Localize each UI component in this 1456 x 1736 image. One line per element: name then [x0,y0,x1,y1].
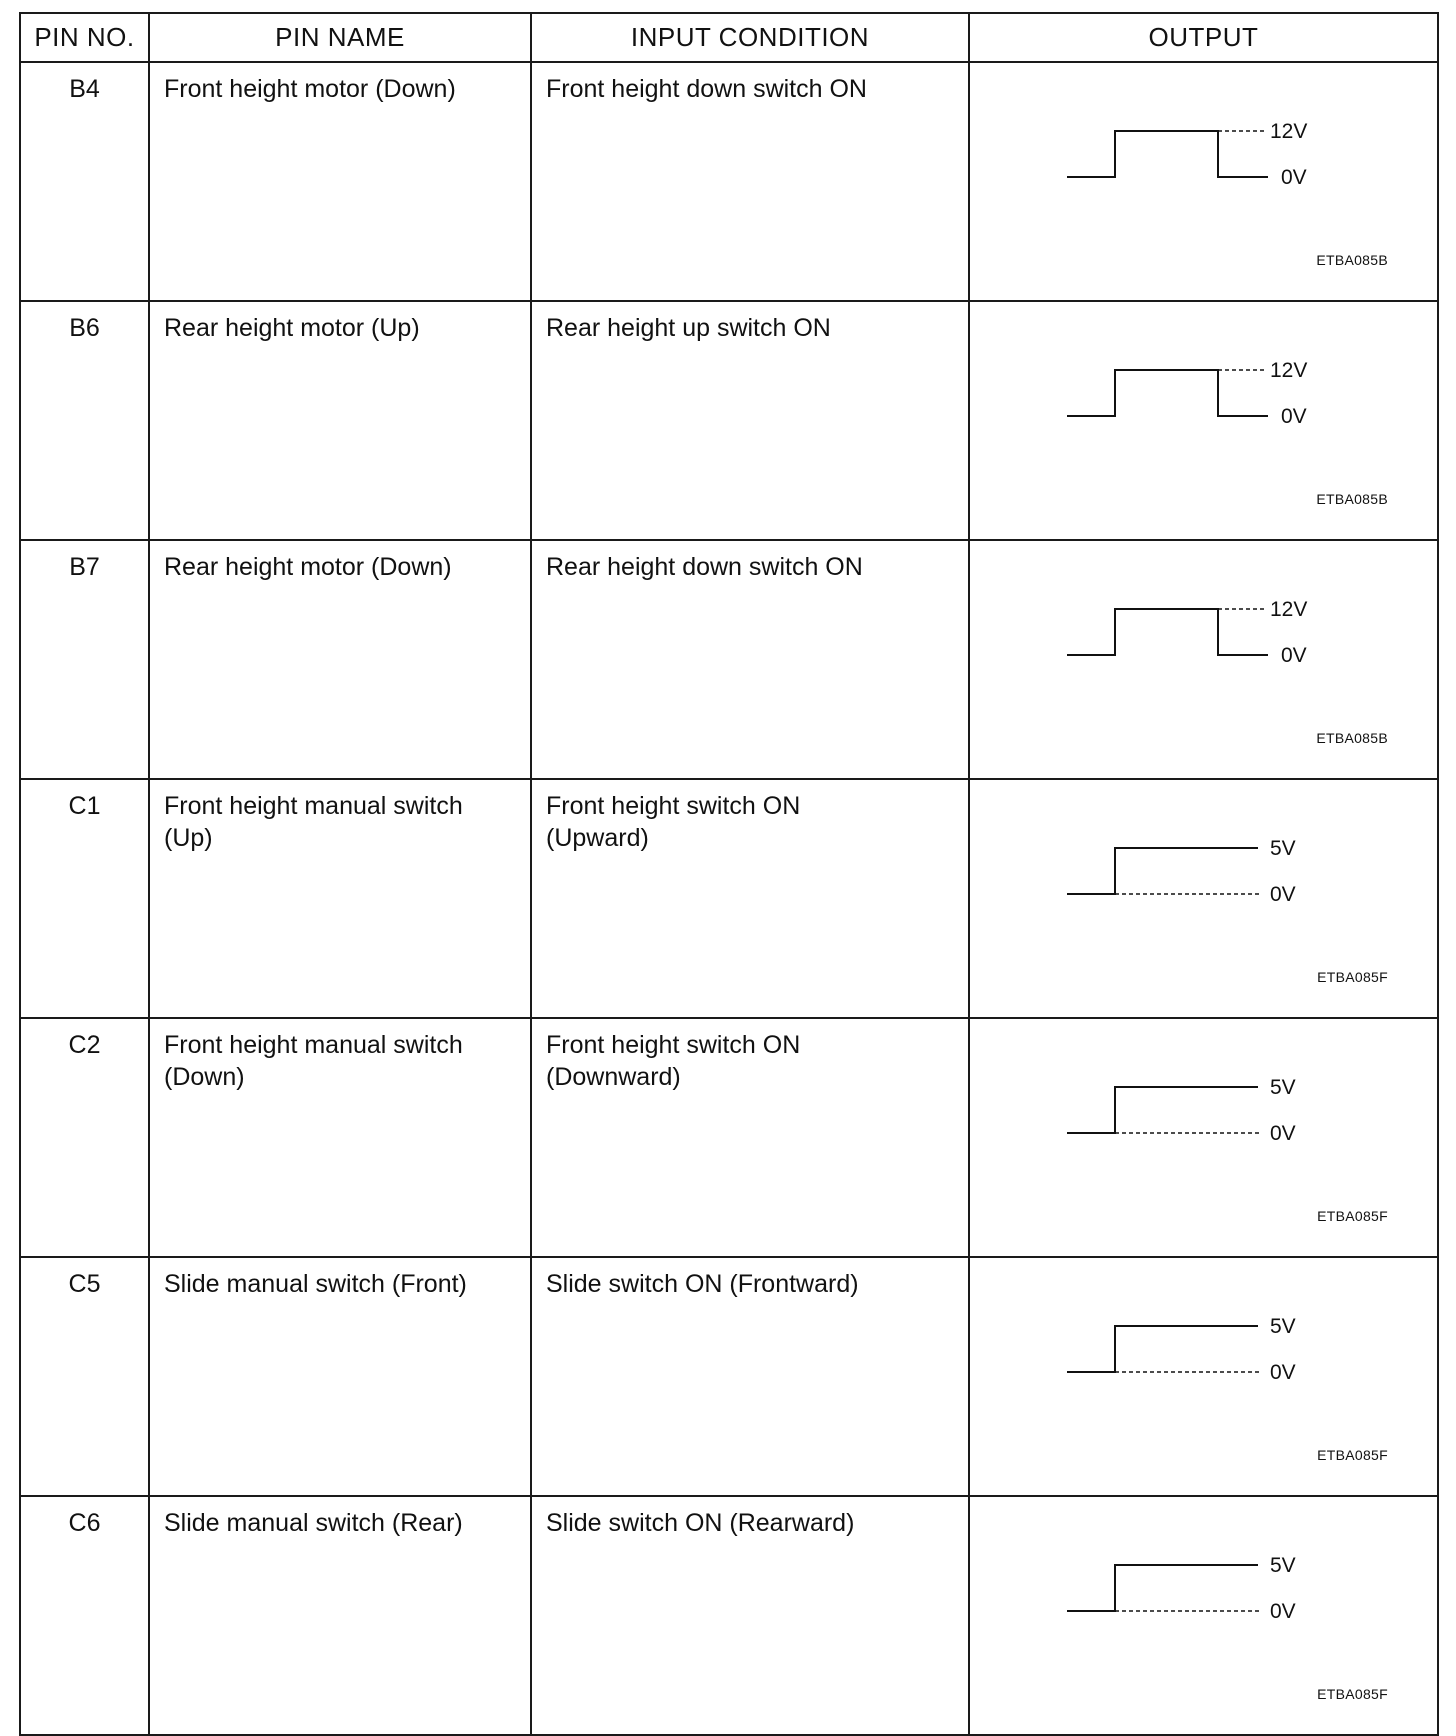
table-row [20,1257,1438,1496]
header-output: OUTPUT [969,13,1438,62]
step-signal-line [1067,1326,1258,1372]
pin-name-text: Front height motor (Down) [164,75,456,103]
step-signal-line [1067,1565,1258,1611]
pin-table [19,12,1439,1736]
output-cell [969,301,1438,540]
table-row [20,1018,1438,1257]
pin-no-text: B7 [69,553,100,581]
pin-no-text: C5 [68,1270,101,1298]
step-waveform-diagram [970,1497,1433,1724]
figure-code-label: ETBA085F [1317,1447,1388,1463]
step-waveform-diagram [970,1258,1433,1485]
pulse-signal-line [1067,609,1268,655]
step-waveform-diagram [970,1019,1433,1246]
high-voltage-label: 12V [1270,598,1308,621]
figure-code-label: ETBA085F [1317,1208,1388,1224]
header-pin-no: PIN NO. [20,13,149,62]
low-voltage-label: 0V [1270,1600,1296,1623]
output-cell [969,540,1438,779]
output-cell [969,779,1438,1018]
pulse-signal-line [1067,370,1268,416]
figure-code-label: ETBA085B [1316,491,1388,507]
low-voltage-label: 0V [1270,1122,1296,1145]
pin-no-text: C1 [68,792,101,820]
output-cell [969,1257,1438,1496]
input-condition-cell [531,779,969,1018]
pulse-waveform-diagram [970,63,1433,290]
pin-name-text: Slide manual switch (Front) [164,1270,467,1298]
pin-no-text: B4 [69,75,100,103]
pin-no-cell [20,540,149,779]
header-row [20,13,1438,62]
input-condition-cell [531,1257,969,1496]
table-row [20,779,1438,1018]
output-cell [969,1018,1438,1257]
input-condition-text: Front height switch ON (Downward) [546,1031,801,1091]
pin-no-text: C2 [68,1031,101,1059]
step-waveform-diagram [970,780,1433,1007]
pin-no-cell [20,779,149,1018]
pin-no-cell [20,1257,149,1496]
header-input-condition: INPUT CONDITION [531,13,969,62]
high-voltage-label: 12V [1270,359,1308,382]
header-pin-name: PIN NAME [149,13,531,62]
pulse-waveform-diagram [970,541,1433,768]
table-body [20,62,1438,1735]
input-condition-cell [531,301,969,540]
input-condition-text: Front height switch ON (Upward) [546,792,801,852]
input-condition-text: Front height down switch ON [546,75,867,103]
output-cell [969,62,1438,301]
pin-no-text: B6 [69,314,100,342]
table-row [20,540,1438,779]
input-condition-cell [531,62,969,301]
pin-no-cell [20,62,149,301]
input-condition-text: Slide switch ON (Frontward) [546,1270,859,1298]
low-voltage-label: 0V [1270,883,1296,906]
low-voltage-label: 0V [1281,405,1307,428]
pin-name-cell [149,301,531,540]
pin-name-text: Rear height motor (Up) [164,314,420,342]
step-signal-line [1067,848,1258,894]
input-condition-cell [531,540,969,779]
low-voltage-label: 0V [1270,1361,1296,1384]
high-voltage-label: 12V [1270,120,1308,143]
input-condition-cell [531,1018,969,1257]
figure-code-label: ETBA085F [1317,1686,1388,1702]
pin-name-text: Slide manual switch (Rear) [164,1509,463,1537]
pin-name-cell [149,1496,531,1735]
table-row [20,1496,1438,1735]
pin-name-cell [149,1018,531,1257]
step-signal-line [1067,1087,1258,1133]
pin-name-cell [149,540,531,779]
pin-no-cell [20,301,149,540]
pin-no-cell [20,1018,149,1257]
pulse-waveform-diagram [970,302,1433,529]
figure-code-label: ETBA085F [1317,969,1388,985]
pin-name-cell [149,62,531,301]
pin-name-text: Rear height motor (Down) [164,553,452,581]
high-voltage-label: 5V [1270,1554,1296,1577]
pin-name-cell [149,1257,531,1496]
table-row [20,301,1438,540]
high-voltage-label: 5V [1270,837,1296,860]
pin-no-cell [20,1496,149,1735]
output-cell [969,1496,1438,1735]
pin-name-cell [149,779,531,1018]
input-condition-text: Slide switch ON (Rearward) [546,1509,855,1537]
high-voltage-label: 5V [1270,1315,1296,1338]
figure-code-label: ETBA085B [1316,730,1388,746]
pin-name-text: Front height manual switch (Down) [164,1031,463,1091]
high-voltage-label: 5V [1270,1076,1296,1099]
input-condition-cell [531,1496,969,1735]
pin-name-text: Front height manual switch (Up) [164,792,463,852]
low-voltage-label: 0V [1281,644,1307,667]
input-condition-text: Rear height down switch ON [546,553,863,581]
table-row [20,62,1438,301]
input-condition-text: Rear height up switch ON [546,314,831,342]
pulse-signal-line [1067,131,1268,177]
pin-no-text: C6 [68,1509,101,1537]
figure-code-label: ETBA085B [1316,252,1388,268]
low-voltage-label: 0V [1281,166,1307,189]
